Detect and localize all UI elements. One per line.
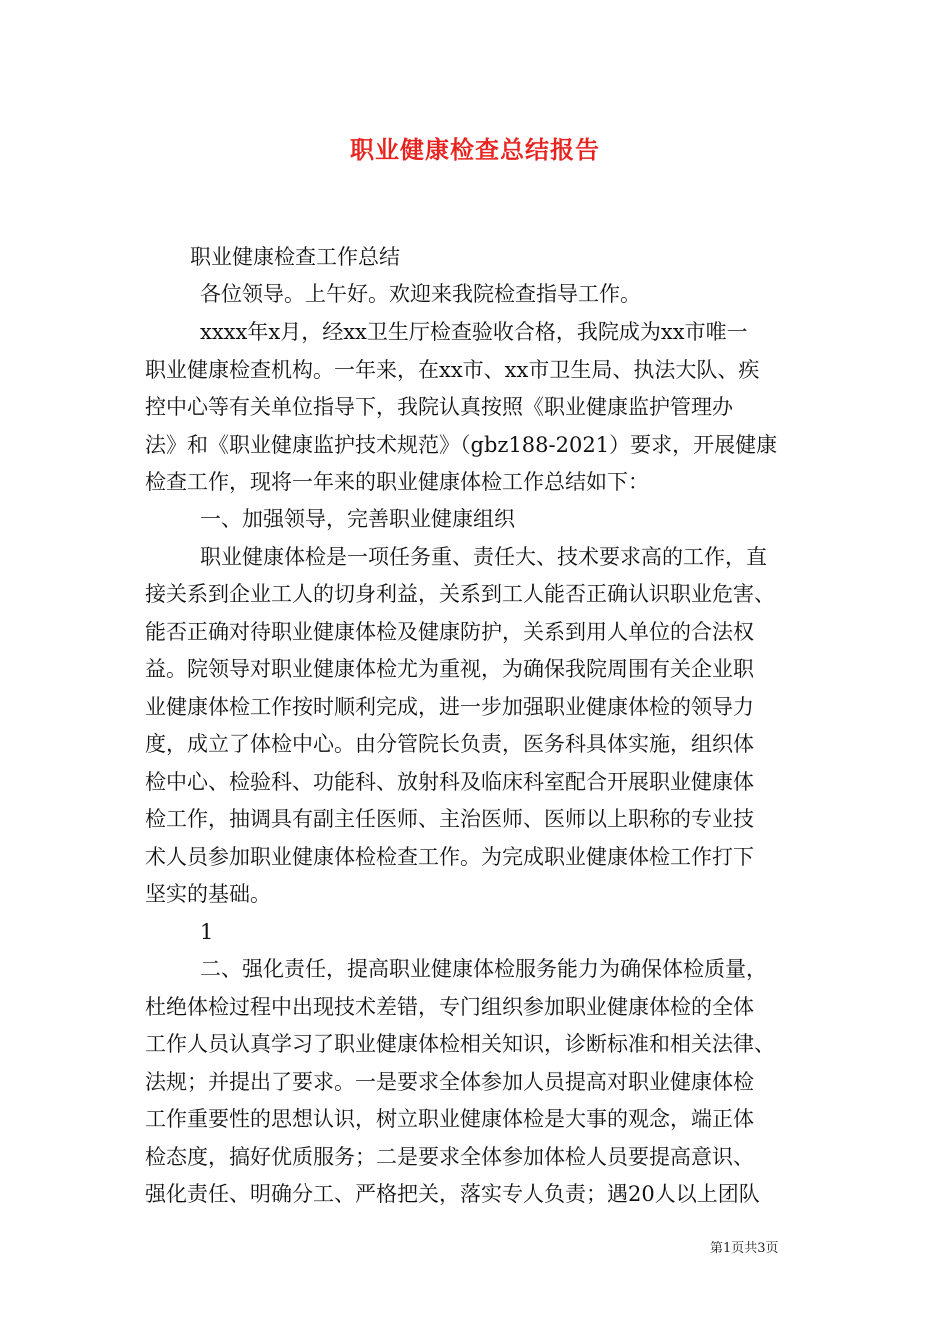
paragraph-line: 法》和《职业健康监护技术规范》（gbz188-2021）要求，开展健康 (145, 433, 778, 457)
paragraph-line: 工作人员认真学习了职业健康体检相关知识，诊断标准和相关法律、 (145, 1032, 775, 1056)
paragraph-line: 各位领导。上午好。欢迎来我院检查指导工作。 (200, 282, 641, 306)
page-footer: 第1页共3页 (710, 1241, 779, 1256)
document-subtitle: 职业健康检查工作总结 (190, 245, 400, 269)
paragraph-line: xxxx年x月，经xx卫生厅检查验收合格，我院成为xx市唯一 (200, 320, 748, 344)
paragraph-line: 能否正确对待职业健康体检及健康防护，关系到用人单位的合法权 (145, 620, 754, 644)
paragraph-line: 检工作，抽调具有副主任医师、主治医师、医师以上职称的专业技 (145, 807, 754, 831)
paragraph-line: 职业健康体检是一项任务重、责任大、技术要求高的工作，直 (200, 545, 767, 569)
section-heading: 二、强化责任，提高职业健康体检服务能力为确保体检质量， (200, 957, 767, 981)
paragraph-line: 法规；并提出了要求。一是要求全体参加人员提高对职业健康体检 (145, 1070, 754, 1094)
paragraph-line: 杜绝体检过程中出现技术差错，专门组织参加职业健康体检的全体 (145, 995, 754, 1019)
section-heading: 一、加强领导，完善职业健康组织 (200, 507, 515, 531)
paragraph-line: 术人员参加职业健康体检检查工作。为完成职业健康体检工作打下 (145, 845, 754, 869)
paragraph-line: 坚实的基础。 (145, 882, 271, 906)
paragraph-line: 控中心等有关单位指导下，我院认真按照《职业健康监护管理办 (145, 395, 733, 419)
paragraph-line: 检中心、检验科、功能科、放射科及临床科室配合开展职业健康体 (145, 770, 754, 794)
paragraph-line: 度，成立了体检中心。由分管院长负责，医务科具体实施，组织体 (145, 732, 754, 756)
inline-page-number: 1 (200, 920, 214, 944)
paragraph-line: 强化责任、明确分工、严格把关，落实专人负责；遇20人以上团队 (145, 1182, 760, 1206)
paragraph-line: 职业健康检查机构。一年来，在xx市、xx市卫生局、执法大队、疾 (145, 358, 760, 382)
paragraph-line: 检查工作，现将一年来的职业健康体检工作总结如下： (145, 470, 649, 494)
paragraph-line: 业健康体检工作按时顺利完成，进一步加强职业健康体检的领导力 (145, 695, 754, 719)
document-title: 职业健康检查总结报告 (350, 135, 600, 164)
paragraph-line: 检态度，搞好优质服务；二是要求全体参加体检人员要提高意识、 (145, 1145, 754, 1169)
paragraph-line: 工作重要性的思想认识，树立职业健康体检是大事的观念，端正体 (145, 1107, 754, 1131)
paragraph-line: 接关系到企业工人的切身利益，关系到工人能否正确认识职业危害、 (145, 582, 775, 606)
paragraph-line: 益。院领导对职业健康体检尤为重视，为确保我院周围有关企业职 (145, 657, 754, 681)
